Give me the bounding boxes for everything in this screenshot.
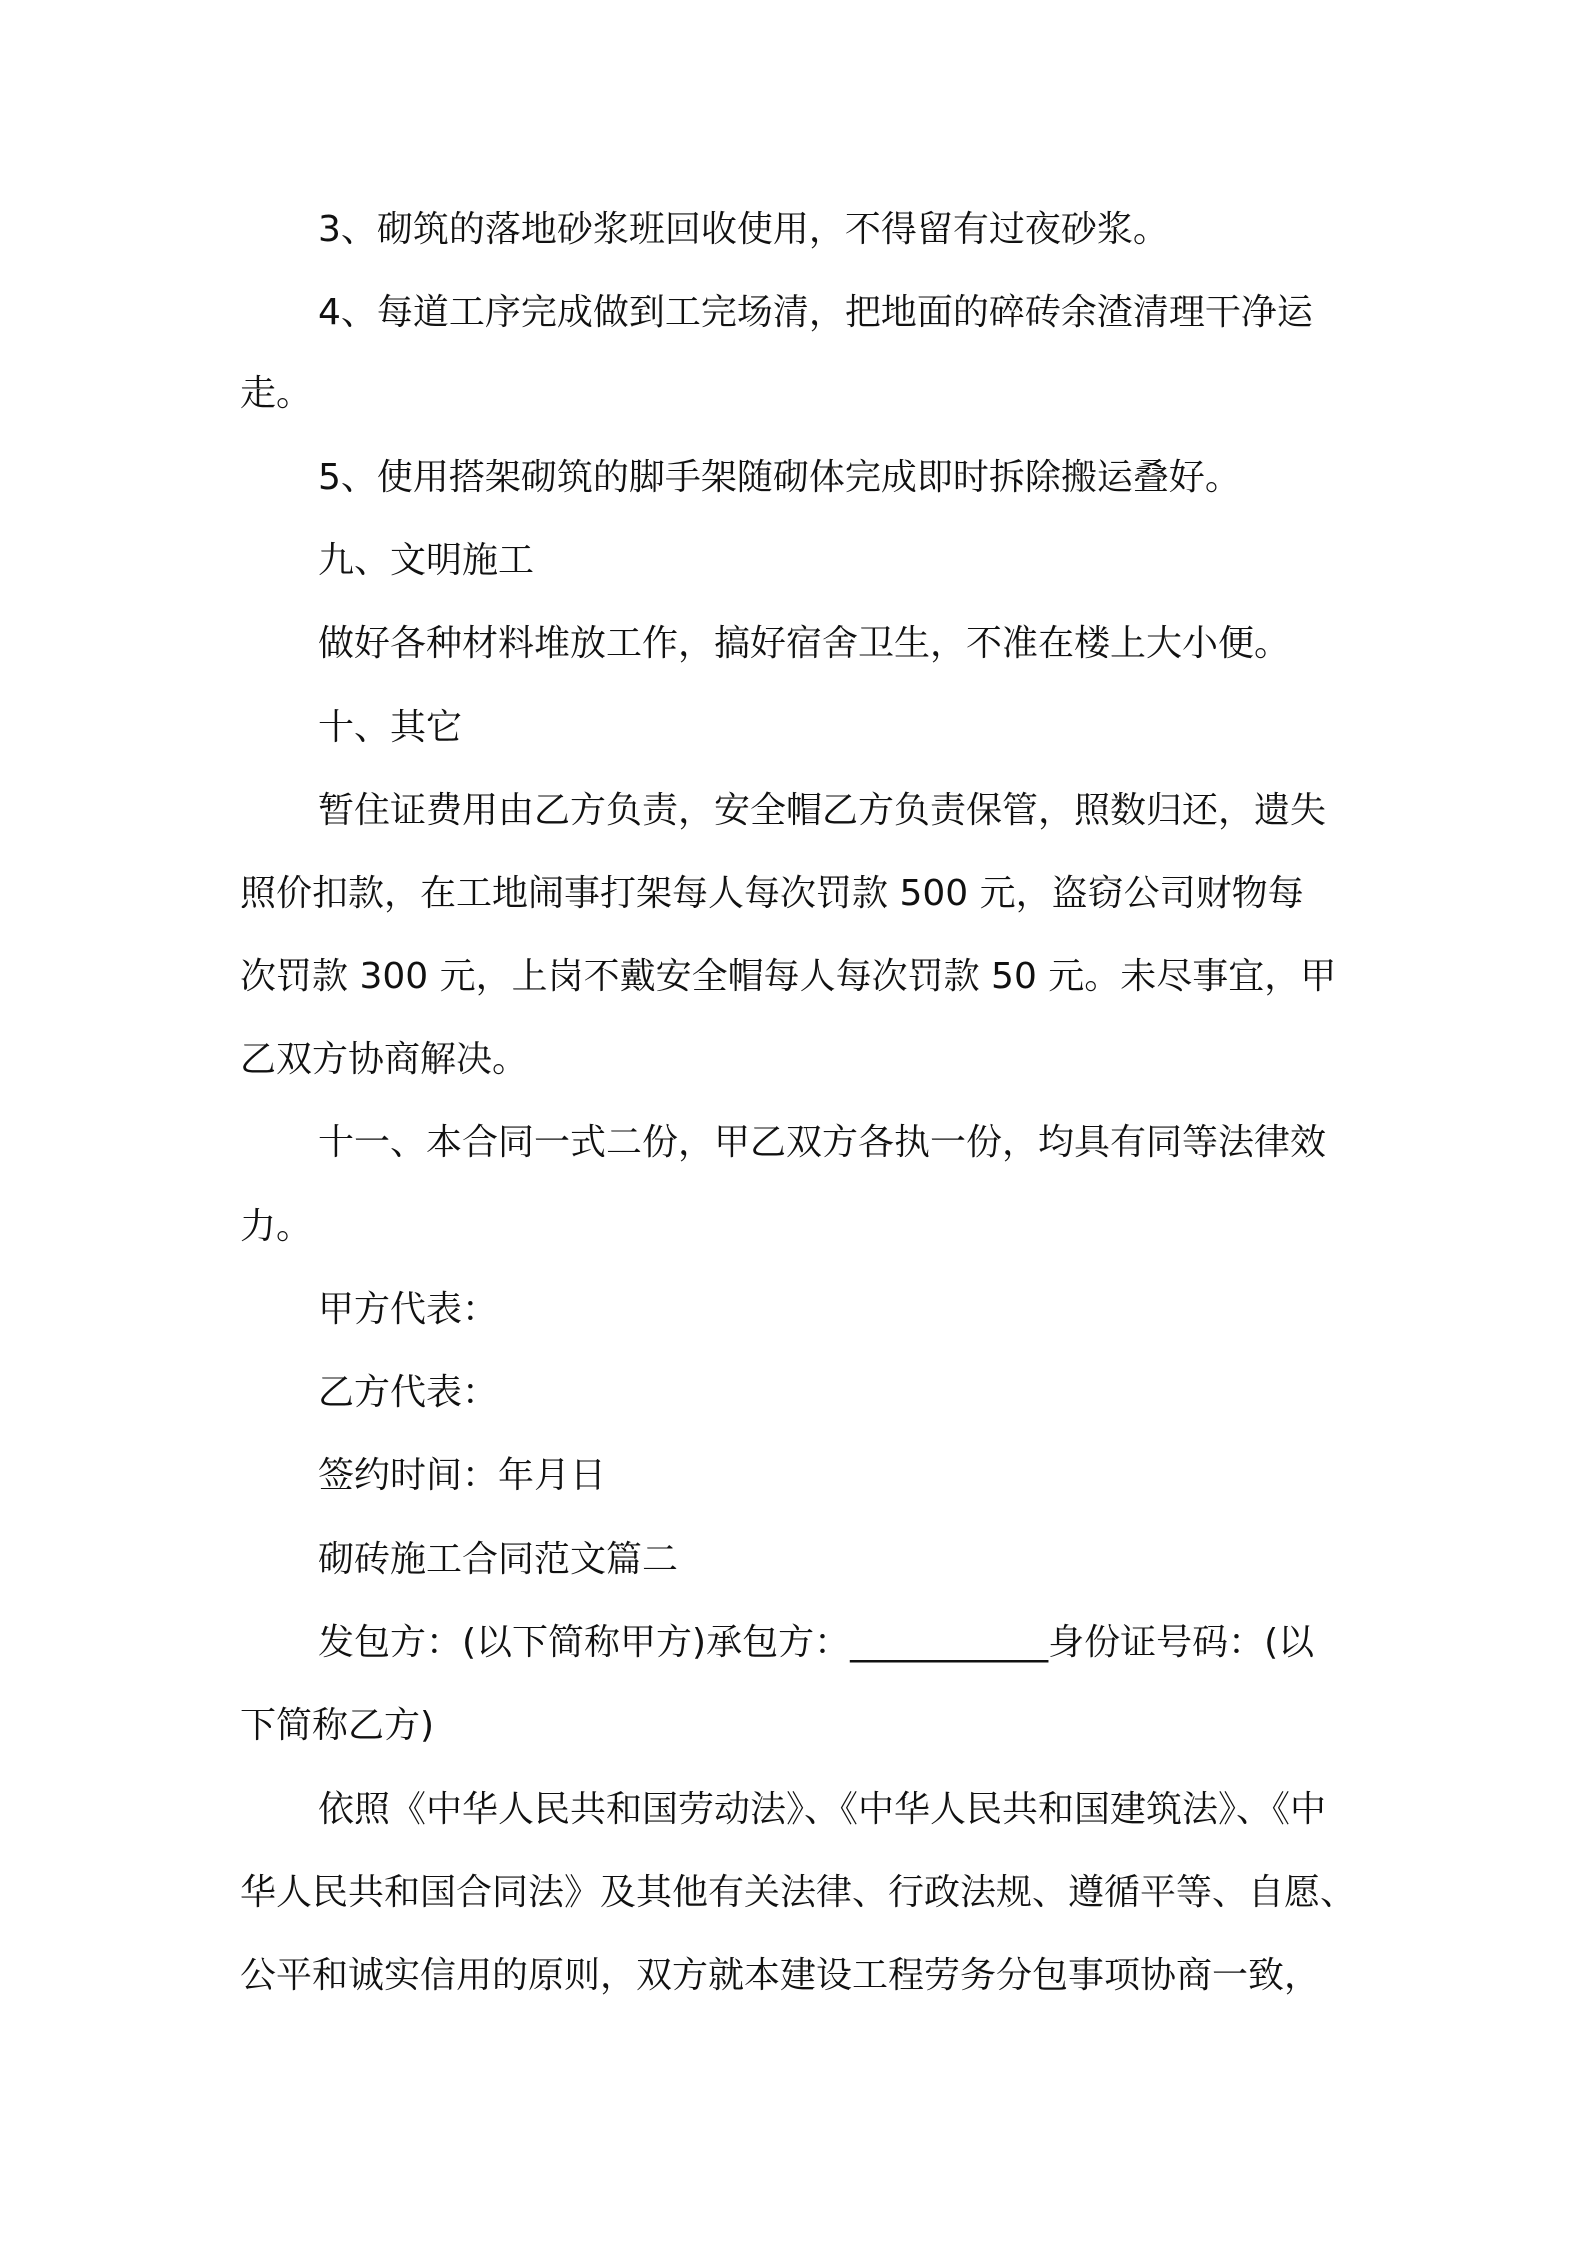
paragraph-line: 乙双方协商解决。 (240, 1039, 529, 1080)
paragraph-line: 依照《中华人民共和国劳动法》、《中华人民共和国建筑法》、《中 (318, 1789, 1327, 1830)
section-heading: 十、其它 (318, 707, 463, 748)
paragraph-line: 照价扣款，在工地闹事打架每人每次罚款 500 元，盗窃公司财物每 (240, 873, 1304, 914)
section-heading: 九、文明施工 (318, 540, 535, 581)
paragraph-line: 公平和诚实信用的原则，双方就本建设工程劳务分包事项协商一致， (240, 1955, 1321, 1996)
signing-date: 签约时间：年月日 (318, 1455, 607, 1496)
paragraph-line: 暂住证费用由乙方负责，安全帽乙方负责保管，照数归还，遗失 (318, 790, 1327, 831)
paragraph-line: 3、砌筑的落地砂浆班回收使用，不得留有过夜砂浆。 (318, 209, 1169, 250)
paragraph-line: 走。 (240, 373, 313, 414)
paragraph-line: 华人民共和国合同法》及其他有关法律、行政法规、遵循平等、自愿、 (240, 1872, 1357, 1913)
paragraph-line: 力。 (240, 1206, 313, 1247)
paragraph-line: 4、每道工序完成做到工完场清，把地面的碎砖余渣清理干净运 (318, 292, 1313, 333)
paragraph-line: 次罚款 300 元，上岗不戴安全帽每人每次罚款 50 元。未尽事宜，甲 (240, 956, 1337, 997)
paragraph-line: 做好各种材料堆放工作，搞好宿舍卫生，不准在楼上大小便。 (318, 623, 1291, 664)
signature-party-a: 甲方代表： (318, 1289, 499, 1330)
signature-party-b: 乙方代表： (318, 1372, 499, 1413)
section-title: 砌砖施工合同范文篇二 (318, 1539, 679, 1580)
paragraph-line: 发包方：(以下简称甲方)承包方：___________身份证号码：(以 (318, 1622, 1315, 1663)
paragraph-line: 5、使用搭架砌筑的脚手架随砌体完成即时拆除搬运叠好。 (318, 457, 1241, 498)
paragraph-line: 十一、本合同一式二份，甲乙双方各执一份，均具有同等法律效 (318, 1122, 1327, 1163)
paragraph-line: 下简称乙方) (240, 1705, 435, 1746)
